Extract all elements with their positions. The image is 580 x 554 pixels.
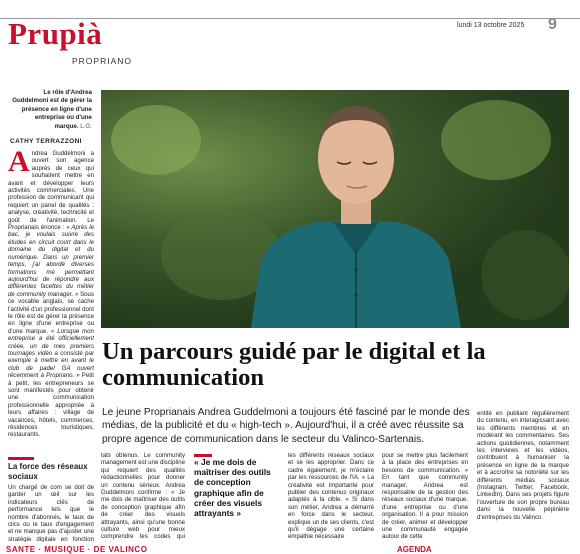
next-section-teaser[interactable]: AGENDA [397,545,432,554]
page-number: 9 [548,16,557,33]
paragraph: Petit à petit, les entrepreneurs se sont manifestés pour obtenir une communication professionnelle appropriée à leurs affaires : village de vacances, hôtels, commerces, résidences touristiques, restaurants. [8,372,94,439]
article-subhead: La force des réseaux sociaux [8,462,88,481]
paragraph: Sous ce vocable anglais, se cache l'activité d'un professionnel dont le rôle est de gérer la présence en ligne d'une entreprise ou d'une marque. [8,290,94,335]
photo-caption-text: Le rôle d'Andrea Guddelmoni est de gérer la présence en ligne d'une entreprise ou d'une marque. [12,89,92,130]
subhead-accent [8,457,34,460]
drop-cap: A [8,150,30,178]
next-article-teaser[interactable]: SANTE · MUSIQUE · DE VALINCO [6,545,148,554]
quote-text: « Lorsque mon entreprise a été officiellement créée, un de mes premiers tournages vidéo a consisté par exemple à mettre en avant le club de padel GA ouvert récemment à Propriano. » [8,327,94,380]
article-column-5: entité en publiant régulièrement du contenu, en interagissant avec les différents membres et en modérant les commentaires. Ses actions quotidiennes, notamment les interviews et les vidéos, contribuent à humaniser la présence en ligne de la marque et à accroître sa notoriété sur les différents médias sociaux (Instagram, Twitter, Facebook, LinkedIn). Dans ses projets figure l'ouverture de son propre bureau dans la nouvelle pépinière d'entreprises du Valinco. [477,410,569,521]
article-headline: Un parcours guidé par le digital et la communication [102,338,486,391]
quote-text: « Après le bac, je voulais suivre des études en circuit court dans le domaine du digital et du numérique. Dans un premier temps, j'ai abordé diverses formations me permettant aujourd'hui de répondre aux différentes facettes du métier de community manager. » [8,224,94,298]
pull-quote: « Je me dois de maîtriser des outils de conception graphique afin de créer des visuels attrayants » [194,457,271,519]
section-label: PROPRIANO [72,56,133,66]
person-illustration [101,90,569,328]
byline: CATHY TERRAZZONI [10,138,82,145]
newspaper-logo[interactable]: Prupià [8,16,103,51]
article-lead: Le jeune Proprianais Andrea Guddelmoni a toujours été fasciné par le monde des médias, de la publicité et du « high-tech ». Aujourd'hui, il a créé avec réussite sa propre agence de communication dans le secteur du Valinco-Sartenais. [102,407,470,445]
photo-caption [10,89,92,131]
article-photo [101,90,569,328]
article-column-3: les différents réseaux sociaux et se les approprier. Dans ce cadre également, je m'éclaire par les ressources de l'IA. » La créativité est importante pour publier des contenus originaux adaptés à la cible. « Si dans son métier, Andrea a démarré en force dans le secteur, explique un de ses clients, c'est qu'il dégage une certaine empathie nécessaire [288,452,374,541]
photo-credit: L.G. [80,122,92,130]
article-column-1 [8,150,94,452]
article-column-2: tats obtenus. Le community management est une discipline qui requiert des qualités rédactionnelles pour donner un contenu sérieux. Andrea Guddelmoni confirme : « Je me dois de maîtriser des outils de conception graphique afin de créer des visuels attrayants, ainsi qu'une bonne culture web pour mieux comprendre les codes qui [101,452,185,541]
paragraph: ndrea Guddelmoni a ouvert son agence auprès de ceux qui souhaitent mettre en avant et développer leurs activités commerciales. Une profession de communicant qui requiert un panel de qualités : analyse, créativité, technicité et goût de l'animation. Le Proprianais énonce : [8,150,94,232]
issue-date: lundi 13 octobre 2025 [457,22,525,29]
article-column-1-bottom: Un chargé de com se doit de garder un œil sur les indicateurs clés de performance tels que le nombre d'abonnés, le taux de clics ou le taux d'engagement et ne manque pas d'ajuster une stratégie digitale en fonction [8,484,94,542]
article-column-4: pour se mettre plus facilement à la place des entreprises en besoins de communication. » En tant que community manager, Andrea est responsable de la gestion des réseaux sociaux d'une marque, d'une entreprise ou d'une organisation. Il a pour mission de créer, animer et développer une communauté engagée autour de cette [382,452,468,541]
